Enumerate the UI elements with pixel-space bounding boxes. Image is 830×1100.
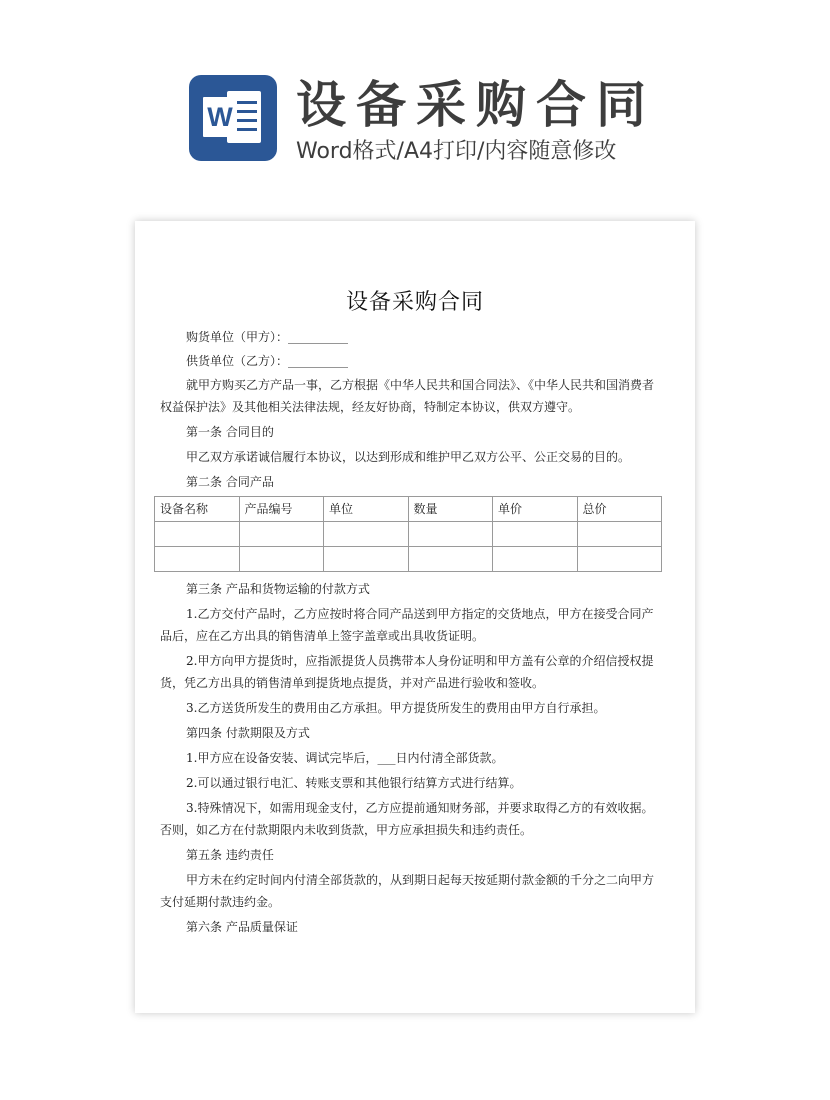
table-cell[interactable] xyxy=(577,547,662,572)
table-cell[interactable] xyxy=(493,547,578,572)
table-cell[interactable] xyxy=(493,522,578,547)
table-row xyxy=(155,547,662,572)
word-app-icon xyxy=(189,75,277,161)
header-unit: 单位 xyxy=(324,497,409,522)
banner-title: 设备采购合同 xyxy=(296,76,656,134)
article-5-title: 第五条 违约责任 xyxy=(186,848,274,862)
supplier-blank: __________ xyxy=(288,354,349,368)
header-unit-price: 单价 xyxy=(493,497,578,522)
supplier-label: 供货单位（乙方）： xyxy=(186,354,289,368)
intro-paragraph: 就甲方购买乙方产品一事，乙方根据《中华人民共和国合同法》、《中华人民共和国消费者权益保护法》及其他相关法律法规，经友好协商，特制定本协议，供双方遵守。 xyxy=(160,378,655,414)
header-equipment-name: 设备名称 xyxy=(155,497,240,522)
buyer-label: 购货单位（甲方）： xyxy=(186,330,289,344)
article-5-text: 甲方未在约定时间内付清全部货款的，从到期日起每天按延期付款金额的千分之二向甲方支付延期付款违约金。 xyxy=(160,873,655,909)
document-page xyxy=(135,221,695,1013)
article-6-title: 第六条 产品质量保证 xyxy=(186,920,298,934)
article-3-clause-2: 2.甲方向甲方提货时，应指派提货人员携带本人身份证明和甲方盖有公章的介绍信授权提货，凭乙方出具的销售清单到提货地点提货，并对产品进行验收和签收。 xyxy=(160,654,654,690)
article-4-title: 第四条 付款期限及方式 xyxy=(186,726,310,740)
table-cell[interactable] xyxy=(155,547,240,572)
article-1-text: 甲乙双方承诺诚信履行本协议，以达到形成和维护甲乙双方公平、公正交易的目的。 xyxy=(186,450,631,464)
table-row xyxy=(155,522,662,547)
article-4-clause-1: 1.甲方应在设备安装、调试完毕后，___日内付清全部货款。 xyxy=(186,751,504,765)
header-product-code: 产品编号 xyxy=(239,497,324,522)
table-cell[interactable] xyxy=(324,547,409,572)
product-table xyxy=(154,496,662,572)
table-cell[interactable] xyxy=(239,522,324,547)
header-total-price: 总价 xyxy=(577,497,662,522)
table-cell[interactable] xyxy=(324,522,409,547)
article-2-title: 第二条 合同产品 xyxy=(186,475,274,489)
header-quantity: 数量 xyxy=(408,497,493,522)
table-cell[interactable] xyxy=(408,522,493,547)
article-4-clause-3: 3.特殊情况下，如需用现金支付，乙方应提前通知财务部，并要求取得乙方的有效收据。否则，如乙方在付款期限内未收到货款，甲方应承担损失和违约责任。 xyxy=(160,801,654,837)
table-cell[interactable] xyxy=(239,547,324,572)
document-title: 设备采购合同 xyxy=(345,290,484,315)
banner-subtitle: Word格式/A4打印/内容随意修改 xyxy=(296,139,617,164)
promo-banner xyxy=(0,0,830,200)
article-1-title: 第一条 合同目的 xyxy=(186,425,274,439)
buyer-blank: __________ xyxy=(288,330,349,344)
article-4-clause-2: 2.可以通过银行电汇、转账支票和其他银行结算方式进行结算。 xyxy=(186,776,522,790)
article-3-title: 第三条 产品和货物运输的付款方式 xyxy=(186,582,370,596)
table-header-row xyxy=(155,497,662,522)
word-letter-icon: W xyxy=(203,97,237,137)
article-3-clause-3: 3.乙方送货所发生的费用由乙方承担。甲方提货所发生的费用由甲方自行承担。 xyxy=(186,701,606,715)
table-cell[interactable] xyxy=(408,547,493,572)
buyer-line xyxy=(160,326,663,348)
table-cell[interactable] xyxy=(577,522,662,547)
document-body xyxy=(160,326,663,941)
table-cell[interactable] xyxy=(155,522,240,547)
supplier-line xyxy=(160,350,663,372)
article-3-clause-1: 1.乙方交付产品时，乙方应按时将合同产品送到甲方指定的交货地点，甲方在接受合同产品后，应在乙方出具的销售清单上签字盖章或出具收货证明。 xyxy=(160,607,654,643)
